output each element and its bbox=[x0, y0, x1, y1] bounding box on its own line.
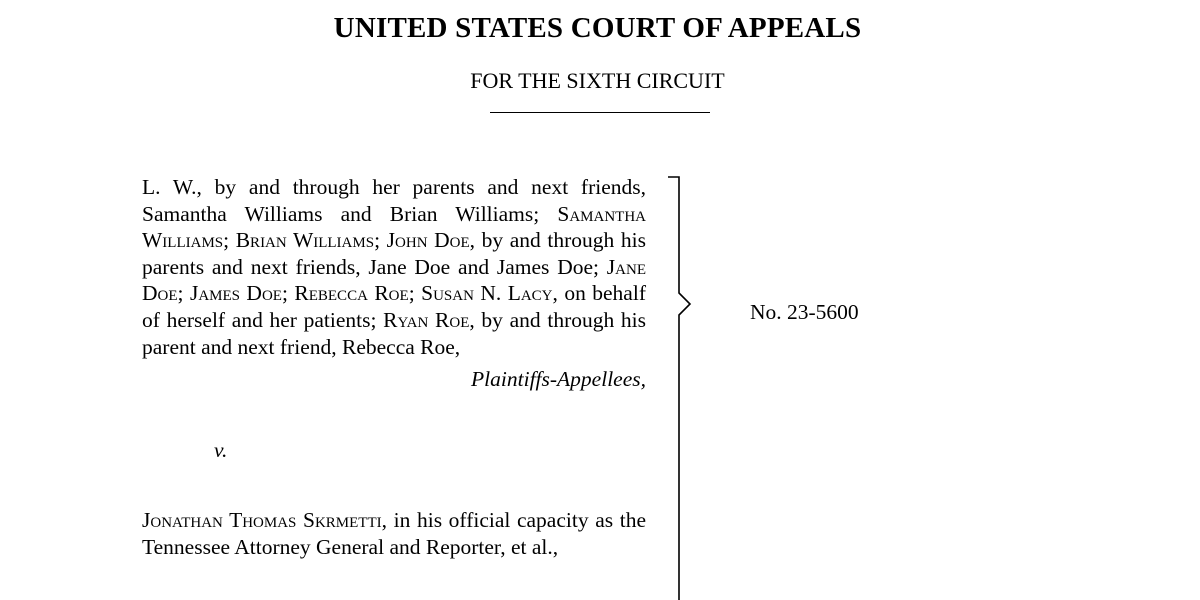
party-name: James Doe bbox=[189, 281, 282, 306]
court-title: UNITED STATES COURT OF APPEALS bbox=[333, 12, 862, 44]
plaintiff-text: , on behalf of herself and her patients; bbox=[142, 281, 646, 332]
title-rule bbox=[490, 112, 710, 113]
bracket-line bbox=[668, 177, 690, 600]
plaintiff-text: L. W., by and through her parents and next friends, Samantha Williams and Brian Williams; bbox=[142, 175, 646, 226]
plaintiffs-list bbox=[142, 174, 646, 360]
party-name: Samantha Williams bbox=[142, 201, 646, 253]
party-name: John Doe bbox=[386, 228, 470, 253]
party-name: Ryan Roe bbox=[383, 307, 470, 332]
defendant-text: , in his official capacity as the Tennessee Attorney General and Reporter, et al., bbox=[142, 508, 647, 559]
defendants-list bbox=[142, 507, 646, 560]
case-number: No. 23-5600 bbox=[750, 300, 859, 324]
party-name: Rebecca Roe bbox=[294, 281, 409, 306]
party-name: Jane Doe bbox=[142, 254, 646, 306]
plaintiff-text: ; bbox=[177, 281, 190, 306]
party-name: Jonathan Thomas Skrmetti bbox=[142, 508, 382, 533]
plaintiff-text: ; bbox=[281, 281, 295, 306]
plaintiff-text: ; bbox=[374, 228, 387, 253]
plaintiff-text: , by and through his parent and next friend, Rebecca Roe, bbox=[142, 307, 646, 359]
plaintiff-text: ; bbox=[223, 228, 236, 253]
plaintiff-text: ; bbox=[408, 281, 422, 306]
party-name: Brian Williams bbox=[235, 228, 375, 253]
versus: v. bbox=[214, 437, 228, 462]
case-caption-parties bbox=[142, 174, 646, 561]
party-name: Susan N. Lacy bbox=[421, 281, 553, 306]
plaintiff-text: , by and through his parents and next friends, Jane Doe and James Doe; bbox=[142, 228, 646, 279]
circuit-subtitle: FOR THE SIXTH CIRCUIT bbox=[470, 68, 725, 93]
plaintiffs-role: Plaintiffs-Appellees, bbox=[471, 367, 646, 392]
caption-bracket bbox=[668, 176, 708, 600]
